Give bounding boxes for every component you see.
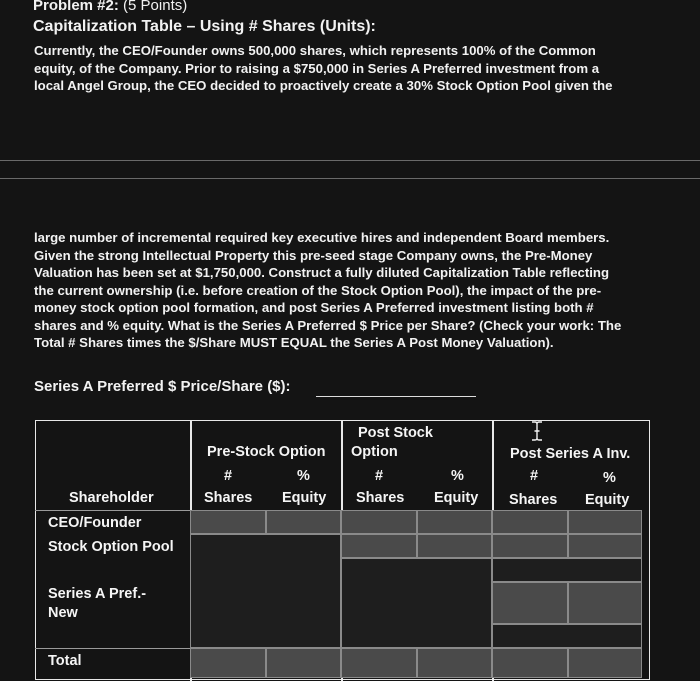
cell-series-a-spacer [492,558,642,582]
row-label-series-a-line2: New [48,605,78,621]
col-pct-pre: % [297,468,310,484]
cell-ceo-equity-post-series[interactable] [568,510,642,534]
cell-pool-equity-post-option[interactable] [417,534,492,558]
text-cursor-icon [531,421,543,441]
paragraph-line: Total # Shares times the $/Share MUST EQUAL the Series A Post Money Valuation). [34,335,554,350]
cell-total-equity-pre[interactable] [266,648,341,678]
price-per-share-blank[interactable] [316,396,476,397]
col-shares-post-option: Shares [356,490,405,506]
cell-pool-shares-post-series[interactable] [492,534,568,558]
col-shares-pre: Shares [204,490,253,506]
col-pct-post-series: % [603,470,616,486]
paragraph-line: Given the strong Intellectual Property this pre-seed stage Company owns, the Pre-Money [34,247,593,263]
col-hash-pre: # [224,468,233,484]
price-per-share-label: Series A Preferred $ Price/Share ($): [34,378,291,395]
paragraph-line: local Angel Group, the CEO decided to proactively create a 30% Stock Option Pool given the [34,78,613,93]
row-label-total: Total [48,653,82,669]
row-label-ceo: CEO/Founder [48,515,142,531]
problem-number: Problem #2: [33,0,119,14]
paragraph-line: money stock option pool formation, and post Series A Preferred investment listing both # [34,300,594,315]
page-divider [0,160,700,161]
problem-paragraph-2 [34,229,674,352]
cell-pool-shares-post-option[interactable] [341,534,417,558]
col-equity-pre: Equity [282,490,327,506]
cell-total-shares-post-series[interactable] [492,648,568,678]
header-post-stock-option-line1: Post Stock [358,425,433,441]
cell-series-a-spacer-2 [492,624,642,648]
col-equity-post-option: Equity [434,490,479,506]
cell-series-a-post-option-blocked [341,558,492,648]
col-equity-post-series: Equity [585,492,630,508]
problem-points: (5 Points) [123,0,188,14]
paragraph-line: equity, of the Company. Prior to raising a $750,000 in Series A Preferred investment from a [34,60,600,76]
paragraph-line: shares and % equity. What is the Series A Preferred $ Price per Share? (Check your work: The [34,317,622,333]
cell-total-equity-post-option[interactable] [417,648,492,678]
row-label-series-a-line1: Series A Pref.- [48,586,147,602]
header-row-separator [35,510,190,511]
col-shares-post-series: Shares [509,492,558,508]
cell-series-a-shares-post-series[interactable] [492,582,568,624]
cell-series-a-equity-post-series[interactable] [568,582,642,624]
col-pct-post-option: % [451,468,464,484]
cell-pool-pre-blocked [190,534,341,648]
paragraph-line: large number of incremental required key executive hires and independent Board members. [34,230,610,245]
cell-total-equity-post-series[interactable] [568,648,642,678]
cell-ceo-equity-post-option[interactable] [417,510,492,534]
page-divider [0,178,700,179]
col-hash-post-series: # [530,468,539,484]
paragraph-line: Currently, the CEO/Founder owns 500,000 shares, which represents 100% of the Common [34,43,596,58]
header-post-stock-option-line2: Option [351,444,398,460]
cell-ceo-shares-pre[interactable] [190,510,266,534]
cell-ceo-equity-pre[interactable] [266,510,341,534]
paragraph-line: the current ownership (i.e. before creation of the Stock Option Pool), the impact of the pre- [34,282,602,298]
problem-paragraph-1 [34,42,674,95]
cell-total-shares-pre[interactable] [190,648,266,678]
cell-total-shares-post-option[interactable] [341,648,417,678]
header-post-series-a: Post Series A Inv. [510,446,631,462]
cell-pool-equity-post-series[interactable] [568,534,642,558]
cell-ceo-shares-post-series[interactable] [492,510,568,534]
col-hash-post-option: # [375,468,384,484]
total-row-separator [35,648,190,649]
row-label-stock-option-pool: Stock Option Pool [48,539,174,555]
cell-ceo-shares-post-option[interactable] [341,510,417,534]
header-pre-stock-option: Pre-Stock Option [207,444,326,460]
problem-subtitle: Capitalization Table – Using # Shares (Units): [33,18,376,35]
row-label-shareholder: Shareholder [69,490,154,506]
problem-title [33,0,187,14]
paragraph-line: Valuation has been set at $1,750,000. Construct a fully diluted Capitalization Table reflecting [34,265,610,280]
